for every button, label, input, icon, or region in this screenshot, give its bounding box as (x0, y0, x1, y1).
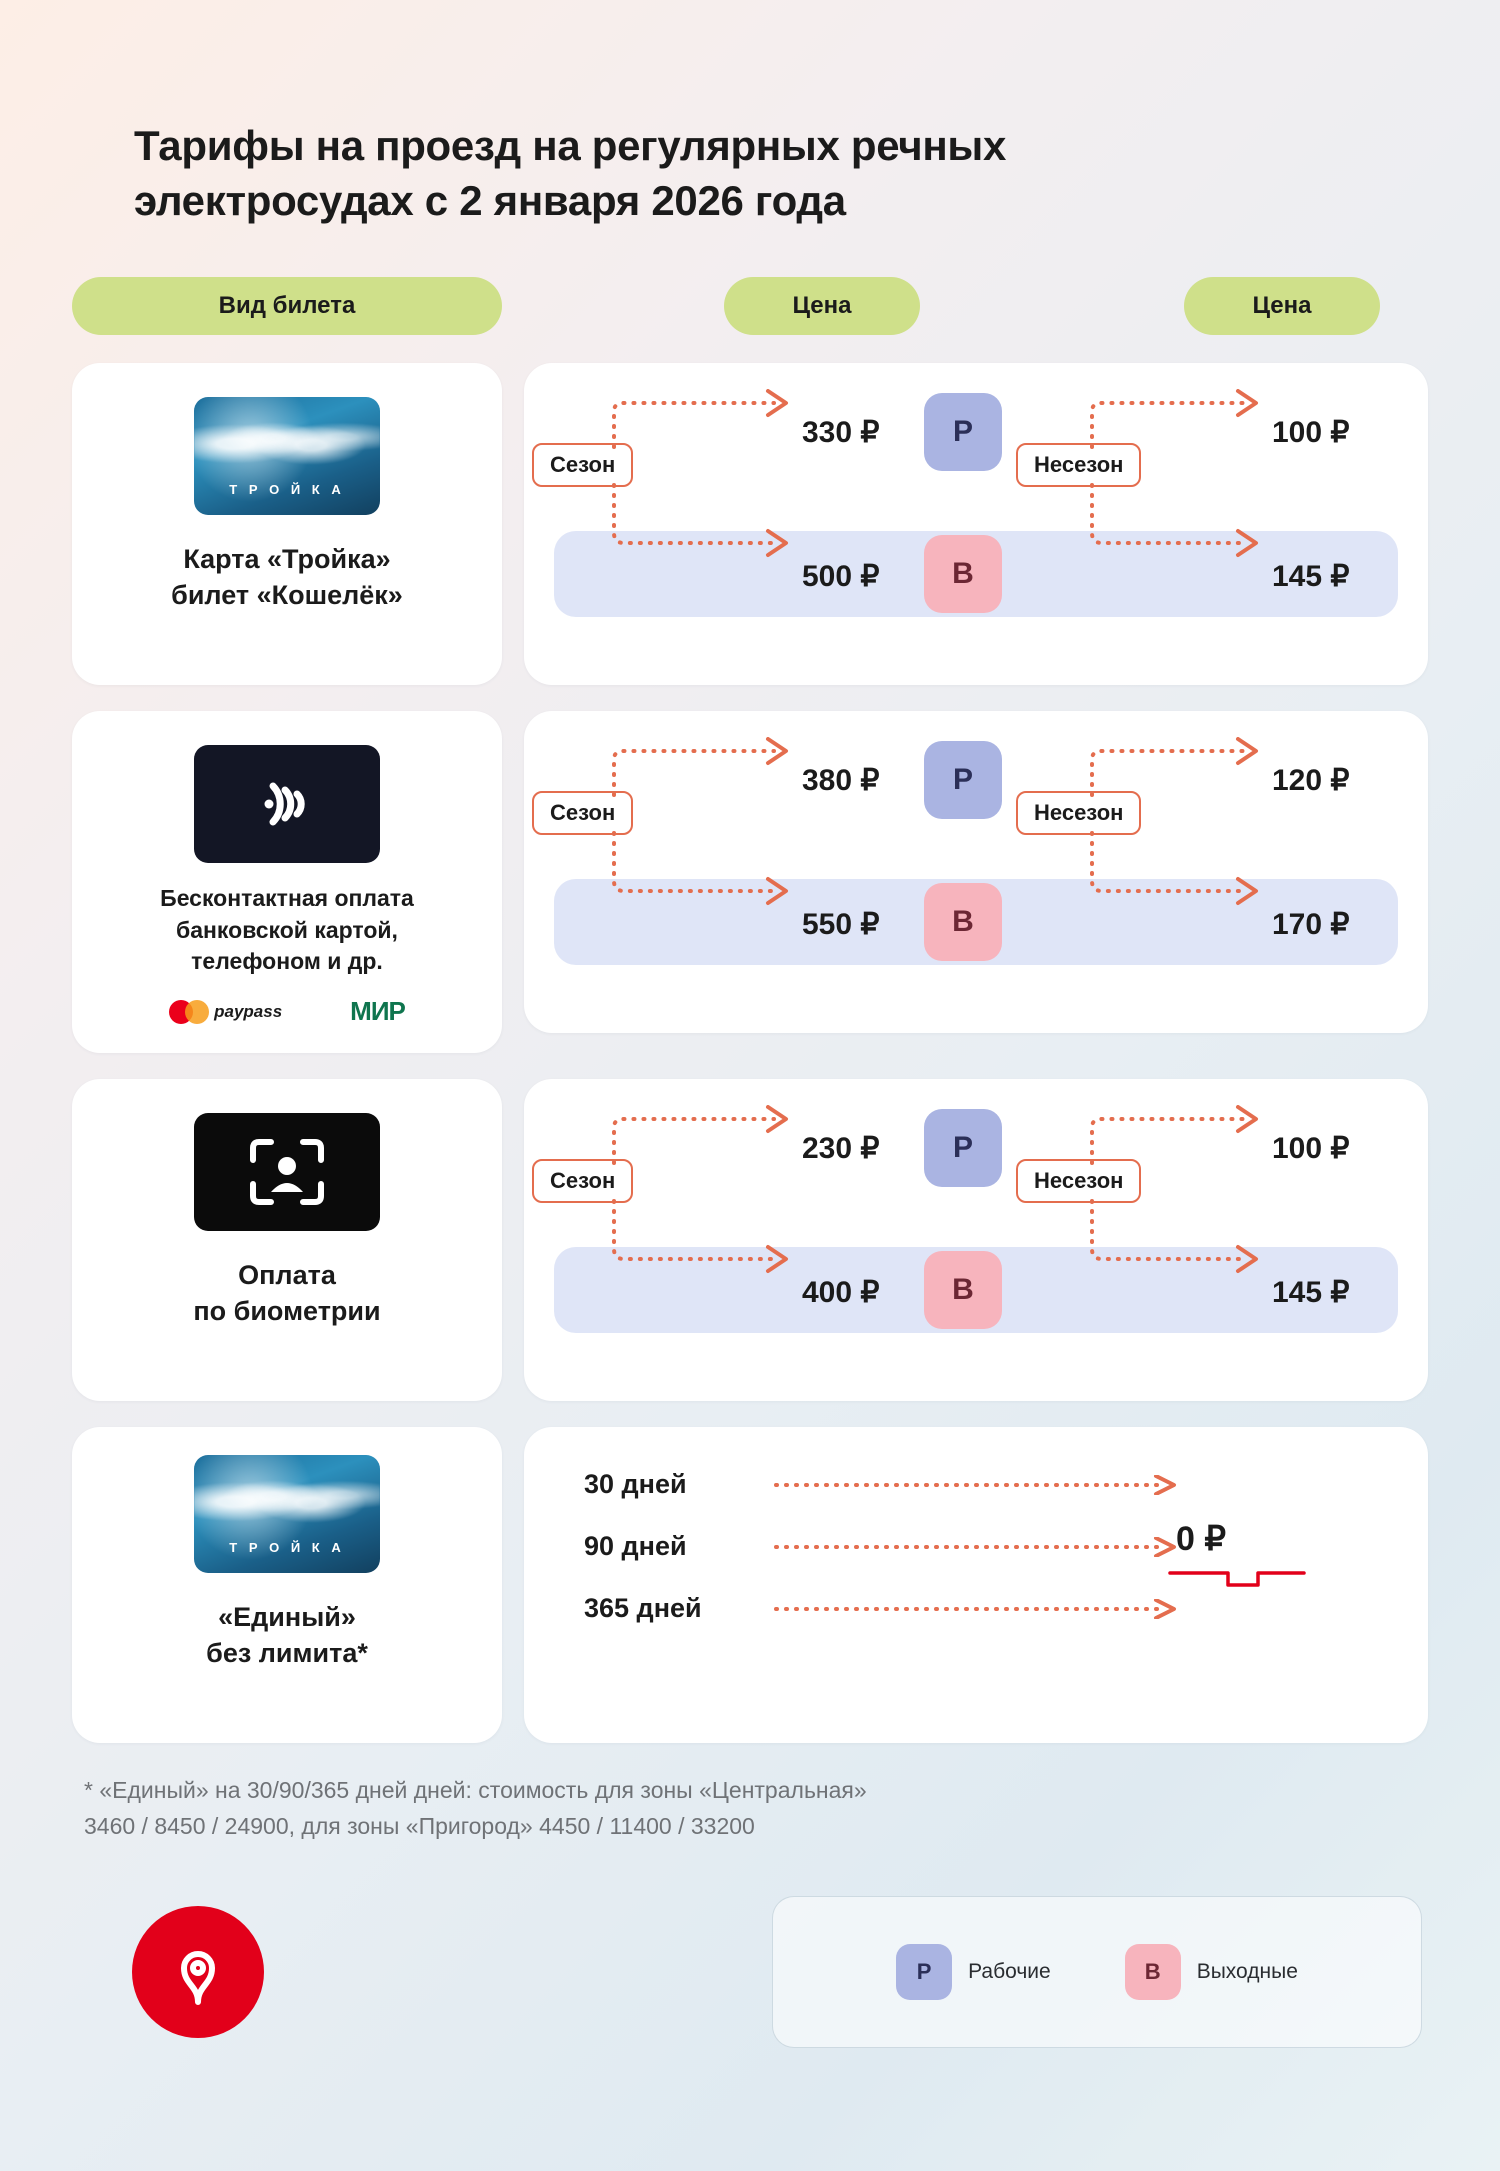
face-id-icon (194, 1113, 380, 1231)
ticket-name-unlimited (206, 1599, 368, 1671)
price-offseason-workday: 100 ₽ (1272, 415, 1350, 449)
unlimited-arrow (772, 1599, 1182, 1619)
season-weekend-arrow (606, 829, 796, 909)
offseason-tag: Несезон (1016, 791, 1141, 835)
offseason-tag: Несезон (1016, 443, 1141, 487)
unlimited-period-label: 30 дней (584, 1469, 687, 1500)
tariff-row-troika (72, 363, 1428, 685)
tariff-row-unlimited (72, 1427, 1428, 1743)
unlimited-period-row (584, 1593, 1182, 1624)
season-workday-arrow (606, 737, 796, 799)
season-workday-arrow (606, 1105, 796, 1167)
season-weekend-arrow (606, 1197, 796, 1277)
weekend-chip: В (924, 535, 1002, 613)
offseason-weekend-arrow (1084, 1197, 1266, 1277)
legend-work-chip: Р (896, 1944, 952, 2000)
ticket-name-line-2: билет «Кошелёк» (171, 580, 403, 611)
legend-work-label: Рабочие (968, 1960, 1051, 1984)
ticket-name-line-1: Оплата (238, 1260, 336, 1291)
unlimited-arrow (772, 1475, 1182, 1495)
season-tag: Сезон (532, 1159, 633, 1203)
offseason-workday-arrow (1084, 737, 1266, 799)
page-title (134, 0, 1384, 229)
ticket-name-line-1: Карта «Тройка» (183, 543, 391, 574)
unlimited-period-row (584, 1469, 1182, 1500)
ticket-name-line-3: телефоном и др. (191, 948, 383, 975)
ticket-cell-biometry (72, 1079, 502, 1401)
ticket-name-biometry (193, 1257, 380, 1329)
contactless-icon (194, 745, 380, 863)
legend-weekend-label: Выходные (1196, 1960, 1298, 1984)
header-price-offseason: Цена (1184, 277, 1380, 335)
legend-item-weekends (1125, 1944, 1298, 2000)
ticket-name-troika (171, 541, 403, 613)
ticket-name-line-2: банковской картой, (176, 916, 398, 943)
unlimited-underline (1168, 1567, 1308, 1593)
ticket-name-line-1: Бесконтактная оплата (160, 884, 414, 911)
ticket-name-line-2: без лимита* (206, 1638, 368, 1669)
season-weekend-arrow (606, 481, 796, 561)
mastercard-paypass-icon (169, 1000, 282, 1024)
workday-chip: Р (924, 1109, 1002, 1187)
offseason-tag: Несезон (1016, 1159, 1141, 1203)
footnote-line-2: 3460 / 8450 / 24900, для зоны «Пригород» 4450 / 11400 / 33200 (84, 1812, 755, 1839)
price-offseason-weekend: 145 ₽ (1272, 559, 1350, 593)
header-ticket-type: Вид билета (72, 277, 502, 335)
troika-card-icon (194, 1455, 380, 1573)
troika-horses-art (194, 1461, 380, 1529)
ticket-name-line-1: «Единый» (218, 1602, 356, 1633)
title-line-1: Тарифы на проезд на регулярных речных (134, 122, 1007, 169)
offseason-weekend-arrow (1084, 481, 1266, 561)
offseason-workday-arrow (1084, 389, 1266, 451)
footer (72, 1896, 1428, 2048)
troika-card-icon (194, 397, 380, 515)
season-tag: Сезон (532, 443, 633, 487)
price-season-weekend: 500 ₽ (802, 559, 880, 593)
weekend-chip: В (924, 883, 1002, 961)
title-line-2: электросудах с 2 января 2026 года (134, 177, 846, 225)
offseason-workday-arrow (1084, 1105, 1266, 1167)
unlimited-price: 0 ₽ (1176, 1520, 1226, 1559)
legend-weekend-chip: В (1125, 1944, 1181, 2000)
season-tag: Сезон (532, 791, 633, 835)
troika-card-label: Т Р О Й К А (229, 1540, 345, 1556)
ticket-cell-unlimited (72, 1427, 502, 1743)
ticket-cell-troika (72, 363, 502, 685)
mostransport-logo-icon (132, 1906, 264, 2038)
unlimited-period-row (584, 1531, 1182, 1562)
weekend-chip: В (924, 1251, 1002, 1329)
price-cell-unlimited (524, 1427, 1428, 1743)
price-offseason-weekend: 170 ₽ (1272, 907, 1350, 941)
price-cell-troika (524, 363, 1428, 685)
ticket-name-contactless (160, 883, 414, 978)
price-season-weekend: 400 ₽ (802, 1276, 880, 1310)
price-season-workday: 380 ₽ (802, 763, 880, 797)
workday-chip: Р (924, 393, 1002, 471)
header-price-season: Цена (724, 277, 920, 335)
tariff-row-contactless (72, 711, 1428, 1053)
footnote (84, 1773, 1384, 1844)
troika-horses-art (194, 403, 380, 471)
unlimited-arrow (772, 1537, 1182, 1557)
price-cell-biometry (524, 1079, 1428, 1401)
troika-card-label: Т Р О Й К А (229, 481, 345, 497)
workday-chip: Р (924, 741, 1002, 819)
footnote-line-1: * «Единый» на 30/90/365 дней дней: стоимость для зоны «Центральная» (84, 1777, 867, 1804)
ticket-cell-contactless (72, 711, 502, 1053)
legend-item-workdays (896, 1944, 1051, 2000)
unlimited-period-label: 90 дней (584, 1531, 687, 1562)
payment-logos (169, 996, 405, 1027)
mastercard-circles (169, 1000, 209, 1024)
paypass-label: paypass (214, 1001, 283, 1021)
unlimited-period-label: 365 дней (584, 1593, 702, 1624)
price-offseason-workday: 100 ₽ (1272, 1132, 1350, 1166)
ticket-name-line-2: по биометрии (193, 1296, 381, 1327)
tariff-row-biometry (72, 1079, 1428, 1401)
price-cell-contactless (524, 711, 1428, 1033)
price-season-workday: 230 ₽ (802, 1132, 880, 1166)
offseason-weekend-arrow (1084, 829, 1266, 909)
column-headers (72, 277, 1428, 337)
price-offseason-workday: 120 ₽ (1272, 763, 1350, 797)
legend (772, 1896, 1422, 2048)
season-workday-arrow (606, 389, 796, 451)
price-offseason-weekend: 145 ₽ (1272, 1276, 1350, 1310)
mir-logo: МИР (350, 996, 405, 1027)
price-season-workday: 330 ₽ (802, 415, 880, 449)
price-season-weekend: 550 ₽ (802, 907, 880, 941)
